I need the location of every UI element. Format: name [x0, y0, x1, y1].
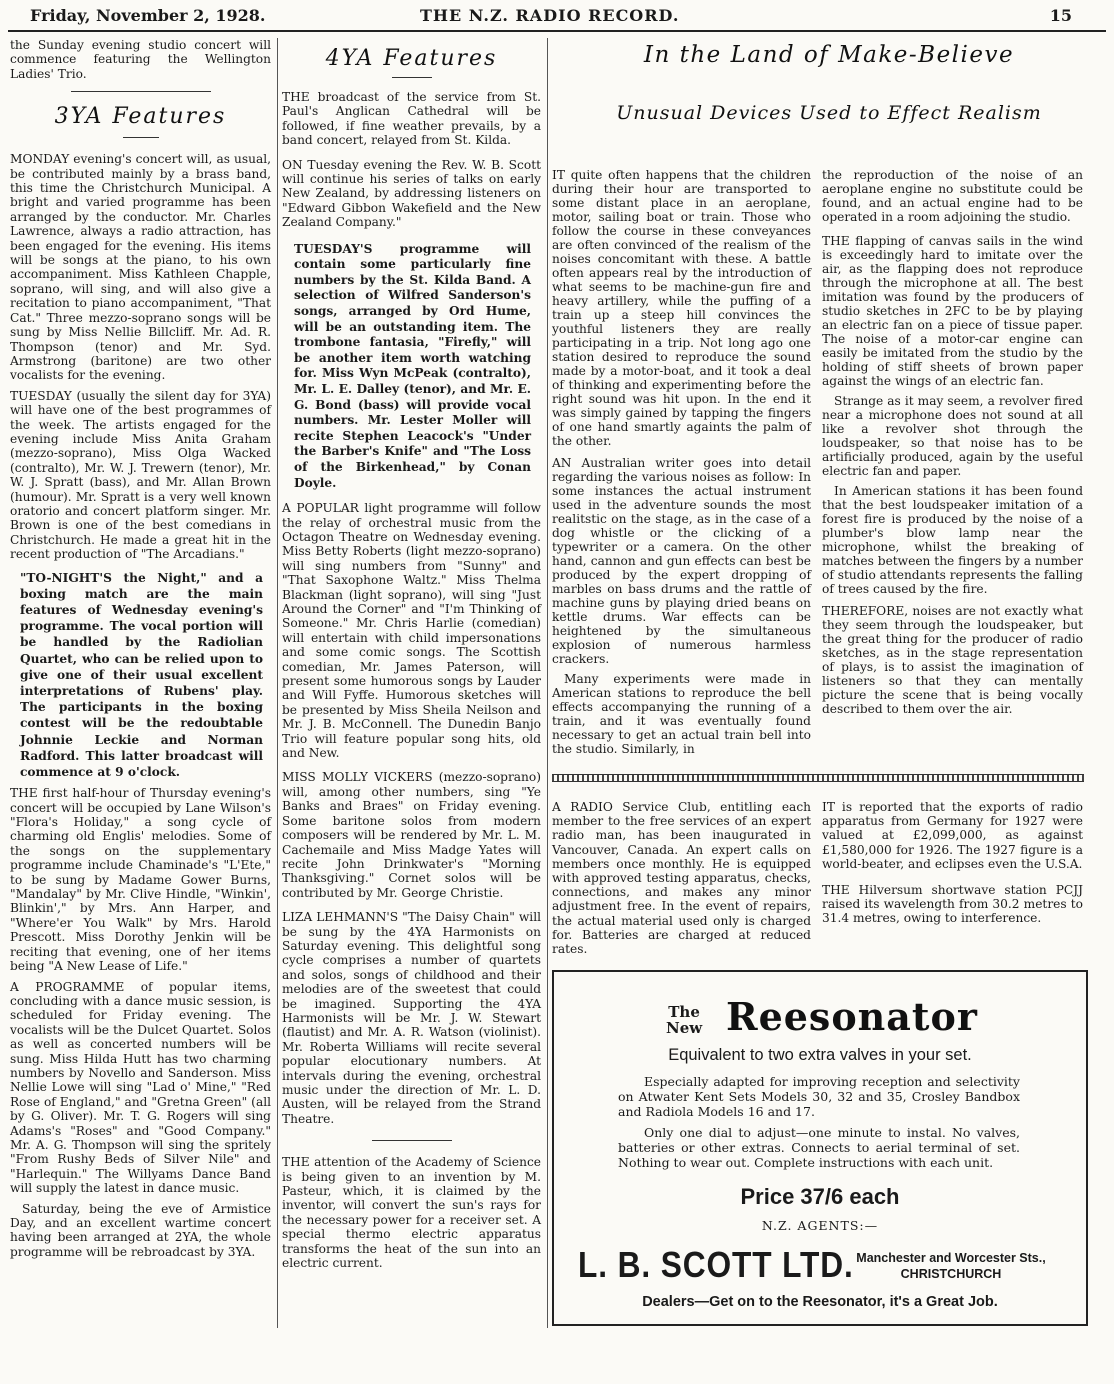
- column-rule-1: [277, 38, 278, 1328]
- pasteur-paragraph: THE attention of the Academy of Science is being given to an invention by M. Pasteur, which, it is claimed by the inventor, will convert the sun's rays for the necessary power for a receiver set. A special thermo electric apparatus transforms the heat of the sun into an electric current.: [282, 1155, 541, 1271]
- ad-body-1: Especially adapted for improving reception and selectivity on Atwater Kent Sets Models 30, 32 and 35, Crosley Bandbox and Radiola Models 16 and 17.: [618, 1074, 1020, 1119]
- saturday-paragraph: Saturday, being the eve of Armistice Day, and an excellent wartime concert having been arranged at 2YA, the whole programme will be rebroadcast by 3YA.: [10, 1201, 271, 1259]
- feature-subtitle: Unusual Devices Used to Effect Realism: [616, 102, 1042, 124]
- wednesday-paragraph: "TO-NIGHT'S the Night," and a boxing match are the main features of Wednesday evening's programme. The vocal portion will be handled by the Radiolian Quartet, who can be relied upon to give one of their usual excellent interpretations of Rubens' play. The participants in the boxing contest will be the redoubtable Johnnie Leckie and Norman Radford. This latter broadcast will commence at 9 o'clock.: [20, 570, 263, 780]
- divider: [71, 91, 211, 92]
- feature-column-a: [552, 168, 811, 762]
- reesonator-advertisement: [552, 970, 1088, 1326]
- feature-para-6: Strange as it may seem, a revolver fired near a microphone does not sound at all like a revolver shot through the loudspeaker, so that noise has to be artificially produced, again by the useful electric fan and paper.: [822, 394, 1083, 478]
- heading-3ya: 3YA Features: [54, 104, 227, 130]
- ad-the: The: [668, 1003, 700, 1021]
- ad-address-city: CHRISTCHURCH: [900, 1267, 1002, 1281]
- column-rule-2: [547, 38, 548, 1328]
- band-paragraph: TUESDAY'S programme will contain some particularly fine numbers by the St. Kilda Band. A selection of Wilfred Sanderson's songs, arranged by Ord Hume, will be an outstanding item. The trombone fantasia, "Firefly," will be another item worth watching for. Miss Wyn McPeak (contralto), Mr. L. E. Dalley (tenor), and Mr. E. G. Bond (bass) will provide vocal numbers. Mr. Lester Moller will recite Stephen Leacock's "Under the Barber's Knife" and "The Loss of the Birkenhead," by Conan Doyle.: [294, 241, 531, 490]
- feature-para-3: Many experiments were made in American stations to reproduce the bell effects accompanying the running of a train, and it was eventually found necessary to get an actual train bell into the studio. Similarly, in: [552, 672, 811, 756]
- talk-paragraph: ON Tuesday evening the Rev. W. B. Scott will continue his series of talks on early New Zealand, by addressing listeners on "Edward Gibbon Wakefield and the New Zealand Company.": [282, 157, 541, 230]
- ad-address-street: Manchester and Worcester Sts.,: [856, 1251, 1046, 1265]
- short-items-right: [822, 800, 1083, 932]
- service-club-paragraph: A RADIO Service Club, entitling each member to the free services of an expert radio man, has been inaugurated in Vancouver, Canada. An expert calls on members once monthly. He is equipped with approved testing apparatus, checks, connections, and makes any minor adjustment free. In the event of repairs, the actual material used only is charged for. Batteries are charged at reduced rates.: [552, 800, 811, 957]
- ad-tagline: Equivalent to two extra valves in your set.: [668, 1046, 972, 1064]
- column-3ya: [10, 38, 271, 1265]
- heading-4ya: 4YA Features: [325, 46, 498, 71]
- feature-para-2: AN Australian writer goes into detail regarding the various noises as follow: In some instances the actual instrument used in the adventure sounds the most realitstic on the stage, as in the case of a dog whistle or the clicking of a typewriter or a camera. On the other hand, cannon and gun effects can best be produced by the expert dropping of marbles on bass drums and the rattle of machine guns by playing dried beans on kettle drums. War effects can be heightened by the simultaneous explosion of numerous harmless crackers.: [552, 456, 811, 666]
- ad-brand: Reesonator: [726, 994, 978, 1039]
- short-item-service-club: [552, 800, 811, 962]
- feature-column-b: [822, 168, 1083, 722]
- vickers-paragraph: MISS MOLLY VICKERS (mezzo-soprano) will, among other numbers, sing "Ye Banks and Braes" on Friday evening. Some baritone solos from modern composers will be rendered by Mr. L. M. Cachemaile and Miss Madge Yates will recite John Drinkwater's "Morning Thanksgiving." Cornet solos will be contributed by Mr. George Christie.: [282, 770, 541, 900]
- monday-paragraph: MONDAY evening's concert will, as usual, be contributed mainly by a brass band, this time the Christchurch Municipal. A bright and varied programme has been arranged by the conductor. Mr. Charles Lawrence, always a radio attraction, has been engaged for the evening. His items will be songs at the piano, to his own accompaniment. Miss Kathleen Chapple, soprano, will sing, and will also give a recitation to piano accompaniment, "That Cat." Three mezzo-soprano songs will be sung by Miss Nellie Billcliff. Mr. Ad. R. Thompson (tenor) and Mr. Syd. Armstrong (baritone) are two other vocalists for the evening.: [10, 152, 271, 383]
- lehmann-paragraph: LIZA LEHMANN'S "The Daisy Chain" will be sung by the 4YA Harmonists on Saturday evening. This delightful song cycle comprises a number of quartets and solos, songs of childhood and their melodies are of the sweetest that could be imagined. Supporting the 4YA Harmonists will be Mr. J. W. Stewart (flautist) and Mr. A. R. Watson (violinist). Mr. Roberta Williams will recite several popular elocutionary numbers. At intervals during the evening, orchestral music under the direction of Mr. L. D. Austen, will be relayed from the Strand Theatre.: [282, 910, 541, 1126]
- top-rule: [8, 30, 1106, 32]
- section-separator: [552, 774, 1084, 782]
- thursday-paragraph: THE first half-hour of Thursday evening's concert will be occupied by Lane Wilson's "Flora's Holiday," a song cycle of charming old Englis' melodies. Some of the songs on the supplementary programme include Chaminade's "L'Ete," to be sung by Madame Gower Burns, "Mandalay" by Mr. Clive Hindle, "Winkin', Blinkin'," by Mrs. Ann Harper, and "Where'er You Walk" by Mrs. Harold Prescott. Miss Dorothy Jenkin will be reciting that evening, one of her items being "A New Lease of Life.": [10, 786, 271, 974]
- ad-body-2: Only one dial to adjust—one minute to instal. No valves, batteries or other extras. Connects to aerial terminal of set. Nothing to wear out. Complete instructions with each unit.: [618, 1125, 1020, 1170]
- ad-agents-label: N.Z. AGENTS:—: [761, 1218, 879, 1233]
- masthead: THE N.Z. RADIO RECORD.: [420, 6, 680, 25]
- feature-para-5: THE flapping of canvas sails in the wind is exceedingly hard to imitate over the air, as the flapping does not reproduce through the microphone at all. The best imitation was found by the producers of studio sketches in 2FC to be by playing an electric fan on a piece of tissue paper. The noise of a motor-car engine can easily be imitated from the studio by the holding of stiff sheets of brown paper against the wings of an electric fan.: [822, 234, 1083, 388]
- feature-para-1: IT quite often happens that the children during their hour are transported to some distant place in an aeroplane, motor, sailing boat or train. Those who follow the course in these conveyances are often convinced of the realism of the noises concomitant with these. A battle often appears real by the introduction of what seems to be machine-gun fire and heavy artillery, while the puffing of a train up a steep hill convinces the youthful listeners they are really participating in a trip. Not long ago one station desired to reproduce the sound made by a motor-boat, and it took a deal of thinking and experimenting before the right sound was hit upon. In the end it was simply gained by tapping the fingers of one hand smartly againts the palm of the other.: [552, 168, 811, 448]
- column-4ya: [282, 38, 541, 1276]
- divider: [372, 1140, 452, 1141]
- tuesday-paragraph: TUESDAY (usually the silent day for 3YA) will have one of the best programmes of the week. The artists engaged for the evening include Miss Anita Graham (mezzo-soprano), Miss Olga Wacked (contralto), Mr. W. J. Trewern (tenor), Mr. W. J. Spratt (bass), and Mr. Allan Brown (humour). Mr. Spratt is a very well known oratorio and concert platform singer. Mr. Brown is one of the best comedians in Christchurch. He made a great hit in the recent production of "The Arcadians.": [10, 388, 271, 562]
- hilversum-paragraph: THE Hilversum shortwave station PCJJ raised its wavelength from 30.2 metres to 31.4 metres, owing to interference.: [822, 883, 1083, 926]
- feature-title: In the Land of Make-Believe: [643, 42, 1015, 68]
- page-number: 15: [1049, 6, 1072, 25]
- lead-paragraph: the Sunday evening studio concert will commence featuring the Wellington Ladies' Trio.: [10, 38, 271, 81]
- feature-para-7: In American stations it has been found that the best loudspeaker imitation of a forest fire is produced by the noise of a plumber's blow lamp near the microphone, whilst the breaking of matches between the fingers by a number of studio attendants represents the falling of trees caused by the fire.: [822, 484, 1083, 596]
- feature-para-4: the reproduction of the noise of an aeroplane engine no substitute could be found, and an actual engine had to be operated in a room adjoining the studio.: [822, 168, 1083, 224]
- popular-paragraph: A POPULAR light programme will follow the relay of orchestral music from the Octagon Theatre on Wednesday evening. Miss Betty Roberts (light mezzo-soprano) will sing numbers from "Sunny" and "That Saxophone Waltz." Miss Thelma Blackman (light soprano), will sing "Just Around the Corner" and "I'm Thinking of Someone." Mr. Chris Harlie (comedian) will entertain with child impersonations and some comic songs. The Scottish comedian, Mr. James Paterson, will present some humorous songs by Lauder and Will Fyffe. Humorous sketches will be presented by Miss Sheila Neilson and Mr. J. B. McConnell. The Dunedin Banjo Trio will feature popular song hits, old and New.: [282, 501, 541, 761]
- ad-footer: Dealers—Get on to the Reesonator, it's a Great Job.: [642, 1294, 998, 1310]
- divider: [392, 77, 432, 78]
- issue-date: Friday, November 2, 1928.: [30, 6, 266, 25]
- ad-price: Price 37/6 each: [740, 1184, 900, 1209]
- divider: [123, 137, 159, 138]
- exports-paragraph: IT is reported that the exports of radio apparatus from Germany for 1927 were valued at £2,099,000, as against £1,580,000 for 1926. The 1927 figure is a world-beater, and eclipses even the U.S.A.: [822, 800, 1083, 871]
- feature-para-8: THEREFORE, noises are not exactly what they seem through the loudspeaker, but the great thing for the producer of radio sketches, as in the stage representation of plays, is to assist the imagination of listeners so that they can mentally picture the scene that is being vocally described to them over the air.: [822, 604, 1083, 716]
- ad-company: L. B. SCOTT LTD.: [578, 1244, 854, 1285]
- service-paragraph: THE broadcast of the service from St. Paul's Anglican Cathedral will be followed, if fine weather prevails, by a band concert, relayed from St. Kilda.: [282, 90, 541, 148]
- ad-new: New: [666, 1019, 703, 1037]
- friday-paragraph: A PROGRAMME of popular items, concluding with a dance music session, is scheduled for Friday evening. The vocalists will be the Dulcet Quartet. Solos as well as concerted numbers will be sung. Miss Hilda Hutt has two charming numbers by Novello and Sanderson. Miss Nellie Lowe will sing "Lad o' Mine," "Red Rose of England," and "Gretna Green" (all by G. Oliver). Mr. T. G. Rogers will sing Adams's "Roses" and "Good Company." Mr. A. G. Thompson will sing the spritely "From Rushy Beds of Silver Nile" and "Harlequin." The Willyams Dance Band will supply the latest in dance music.: [10, 979, 271, 1196]
